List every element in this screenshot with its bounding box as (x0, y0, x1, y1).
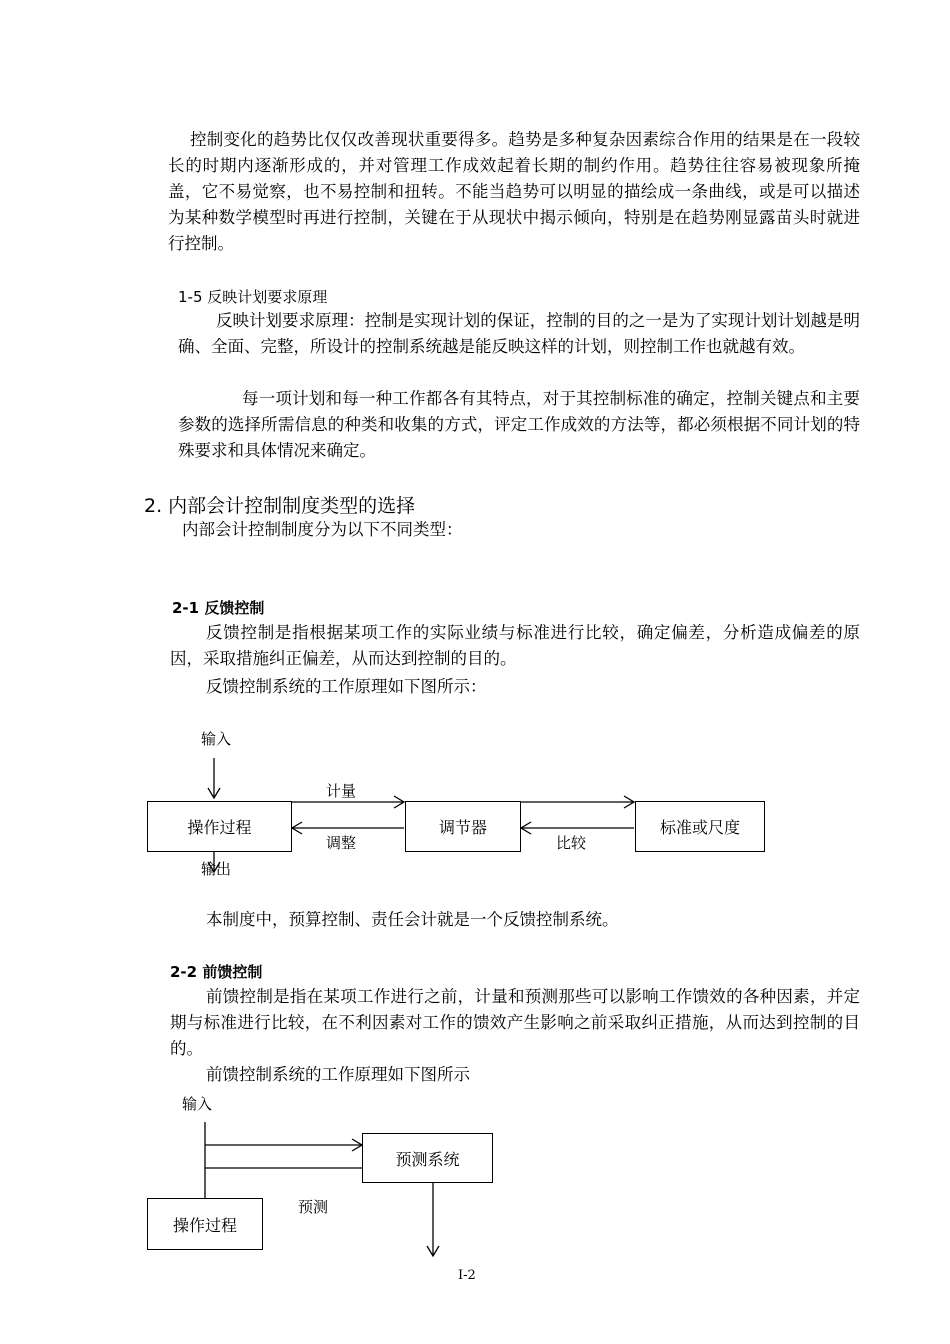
section-1-5-heading: 1-5 反映计划要求原理 (178, 288, 328, 306)
page-number: Ⅰ-2 (458, 1268, 476, 1283)
section-2-1-paragraph-1: 反馈控制是指根据某项工作的实际业绩与标准进行比较，确定偏差，分析造成偏差的原因，采取措施纠正偏差，从而达到控制的目的。 (170, 623, 860, 668)
feedforward-forecast-box: 预测系统 (362, 1133, 493, 1183)
feedforward-operation-box: 操作过程 (147, 1198, 263, 1250)
feedback-output-label: 输出 (201, 860, 232, 878)
feedback-adjust-label: 调整 (326, 834, 357, 852)
section-2-2-paragraph-1: 前馈控制是指在某项工作进行之前，计量和预测那些可以影响工作馈效的各种因素，并定期与标准进行比较，在不利因素对工作的馈效产生影响之前采取纠正措施，从而达到控制的目的。 (170, 987, 860, 1058)
feedback-operation-box: 操作过程 (147, 801, 292, 852)
section-2-1-paragraph-2: 反馈控制系统的工作原理如下图所示： (206, 677, 487, 696)
feedback-input-label: 输入 (201, 730, 232, 748)
section-1-5-paragraph-2: 每一项计划和每一种工作都各有其特点，对于其控制标准的确定，控制关键点和主要参数的选择所需信息的种类和收集的方式，评定工作成效的方法等，都必须根据不同计划的特殊要求和具体情况来确定。 (178, 389, 860, 460)
section-2-2-paragraph-2: 前馈控制系统的工作原理如下图所示 (206, 1065, 470, 1084)
feedback-regulator-box: 调节器 (405, 801, 521, 852)
feedback-standard-box: 标准或尺度 (635, 801, 765, 852)
section-2-1-conclusion: 本制度中，预算控制、责任会计就是一个反馈控制系统。 (206, 910, 619, 929)
section-2-2-heading: 2-2 前馈控制 (170, 963, 263, 981)
feedforward-input-label: 输入 (182, 1095, 213, 1113)
intro-paragraph: 控制变化的趋势比仅仅改善现状重要得多。趋势是多种复杂因素综合作用的结果是在一段较长的时期内逐渐形成的，并对管理工作成效起着长期的制约作用。趋势往往容易被现象所掩盖，它不易觉察，也不易控制和扭转。不能当趋势可以明显的描绘成一条曲线，或是可以描述为某种数学模型时再进行控制，关键在于从现状中揭示倾向，特别是在趋势刚显露苗头时就进行控制。 (168, 130, 860, 253)
feedback-measure-label: 计量 (326, 782, 357, 800)
feedforward-forecast-label: 预测 (298, 1198, 329, 1216)
section-2-1-heading: 2-1 反馈控制 (172, 599, 265, 617)
section-1-5-paragraph-1: 反映计划要求原理：控制是实现计划的保证，控制的目的之一是为了实现计划计划越是明确、全面、完整，所设计的控制系统越是能反映这样的计划，则控制工作也就越有效。 (178, 311, 860, 356)
section-2-heading: 2. 内部会计控制制度类型的选择 (144, 495, 416, 517)
feedback-compare-label: 比较 (556, 834, 587, 852)
section-2-intro: 内部会计控制制度分为以下不同类型： (182, 520, 463, 539)
